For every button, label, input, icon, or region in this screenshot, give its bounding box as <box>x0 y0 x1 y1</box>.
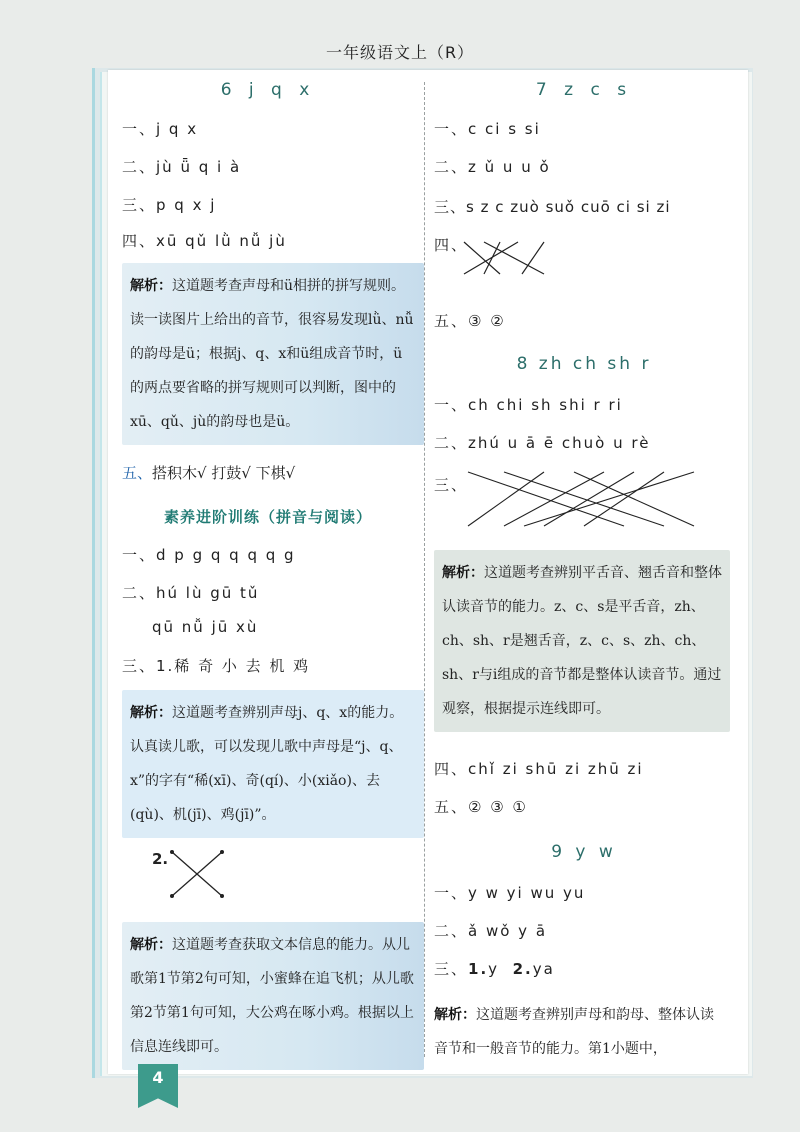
s7-question-1: 一、c ci s si <box>434 120 541 138</box>
s7-match-lines <box>460 236 550 280</box>
analysis-tag: 解析： <box>434 1007 476 1023</box>
s9-q3-part1-answer: y <box>488 960 500 978</box>
s7-question-3: 三、s z c zuò suǒ cuō ci si zi <box>434 198 671 216</box>
cross-match-lines <box>168 848 228 900</box>
section-6-title: 6 j q x <box>220 80 316 100</box>
s6-question-3: 三、p q x j <box>122 196 217 214</box>
s9-question-1: 一、y w yi wu yu <box>434 884 586 902</box>
s6-question-4: 四、xū qǔ lǜ nǚ jù <box>122 232 287 250</box>
analysis-tag: 解析： <box>130 705 172 721</box>
s8-match-lines <box>464 466 698 532</box>
s9-analysis-box <box>434 992 722 1072</box>
adv-analysis-1-text: 这道题考查辨别声母j、q、x的能力。认真读儿歌，可以发现儿歌中声母是“j、q、x”的字有“稀(xī)、奇(qí)、小(xiǎo)、去(qù)、机(jī)、鸡(jī)”。 <box>130 705 404 823</box>
s8-analysis-box <box>434 550 730 732</box>
column-divider <box>424 82 425 1057</box>
s6-q5-answer: 搭积木√ 打鼓√ 下棋√ <box>152 464 296 482</box>
analysis-tag: 解析： <box>442 565 484 581</box>
s8-analysis-text: 这道题考查辨别平舌音、翘舌音和整体认读音节的能力。z、c、s是平舌音，zh、ch、sh、r是翘舌音，z、c、s、zh、ch、sh、r与i组成的音节都是整体认读音节。通过观察，根据提示连线即可。 <box>442 565 722 717</box>
s6-question-5 <box>122 462 295 483</box>
s7-question-2: 二、z ǔ u u ǒ <box>434 158 551 176</box>
s6-question-1: 一、j q x <box>122 120 199 138</box>
s9-q3-part1-label: 1. <box>468 960 489 978</box>
s6-analysis-box <box>122 263 424 445</box>
s7-question-5: 五、③ ② <box>434 312 506 330</box>
s9-q3-part2-label: 2. <box>512 960 533 978</box>
adv-question-2-row2: qū nǚ jū xù <box>152 618 259 636</box>
s6-q5-prefix: 五、 <box>122 464 153 482</box>
s8-question-3: 三、 <box>434 476 469 494</box>
answer-page <box>108 70 748 1074</box>
s9-question-2: 二、ǎ wǒ y ā <box>434 922 548 940</box>
header-title: 一年级语文上（R） <box>325 43 475 62</box>
adv-analysis-1-box <box>122 690 424 838</box>
section-8-title: 8 zh ch sh r <box>516 354 652 374</box>
s7-question-4: 四、 <box>434 236 469 254</box>
page-number: 4 <box>152 1068 164 1087</box>
s9-q3-prefix: 三、 <box>434 960 469 978</box>
s9-analysis-text: 这道题考查辨别声母和韵母、整体认读音节和一般音节的能力。第1小题中， <box>434 1007 714 1057</box>
s6-analysis-text: 这道题考查声母和ü相拼的拼写规则。读一读图片上给出的音节，很容易发现lǜ、nǚ的韵母是ü；根据j、q、x和ü组成音节时，ü的两点要省略的拼写规则可以判断，图中的xū、qǔ、jù的韵母也是ü。 <box>130 278 414 430</box>
s6-question-2: 二、jù ǖ q i à <box>122 158 242 176</box>
adv-question-3-1: 三、1.稀 奇 小 去 机 鸡 <box>122 657 311 675</box>
s9-q3-part2-answer: ya <box>532 960 555 978</box>
s9-question-3 <box>434 958 555 979</box>
adv-analysis-2-text: 这道题考查获取文本信息的能力。从儿歌第1节第2句可知，小蜜蜂在追飞机；从儿歌第2节第1句可知，大公鸡在啄小鸡。根据以上信息连线即可。 <box>130 937 414 1055</box>
s8-question-2: 二、zhú u ā ē chuò u rè <box>434 434 651 452</box>
s8-question-5: 五、② ③ ① <box>434 798 528 816</box>
adv-question-3-2-label: 2. <box>152 850 169 868</box>
analysis-tag: 解析： <box>130 278 172 294</box>
s8-question-4: 四、chǐ zi shū zi zhū zi <box>434 760 644 778</box>
analysis-tag: 解析： <box>130 937 172 953</box>
adv-question-1: 一、d p g q q q q g <box>122 546 296 564</box>
section-9-title: 9 y w <box>551 842 617 862</box>
s8-question-1: 一、ch chi sh shi r ri <box>434 396 623 414</box>
adv-analysis-2-box <box>122 922 424 1070</box>
adv-question-2-row1: 二、hú lù gū tǔ <box>122 584 260 602</box>
section-7-title: 7 z c s <box>535 80 633 100</box>
advanced-training-title: 素养进阶训练（拼音与阅读） <box>163 508 372 526</box>
